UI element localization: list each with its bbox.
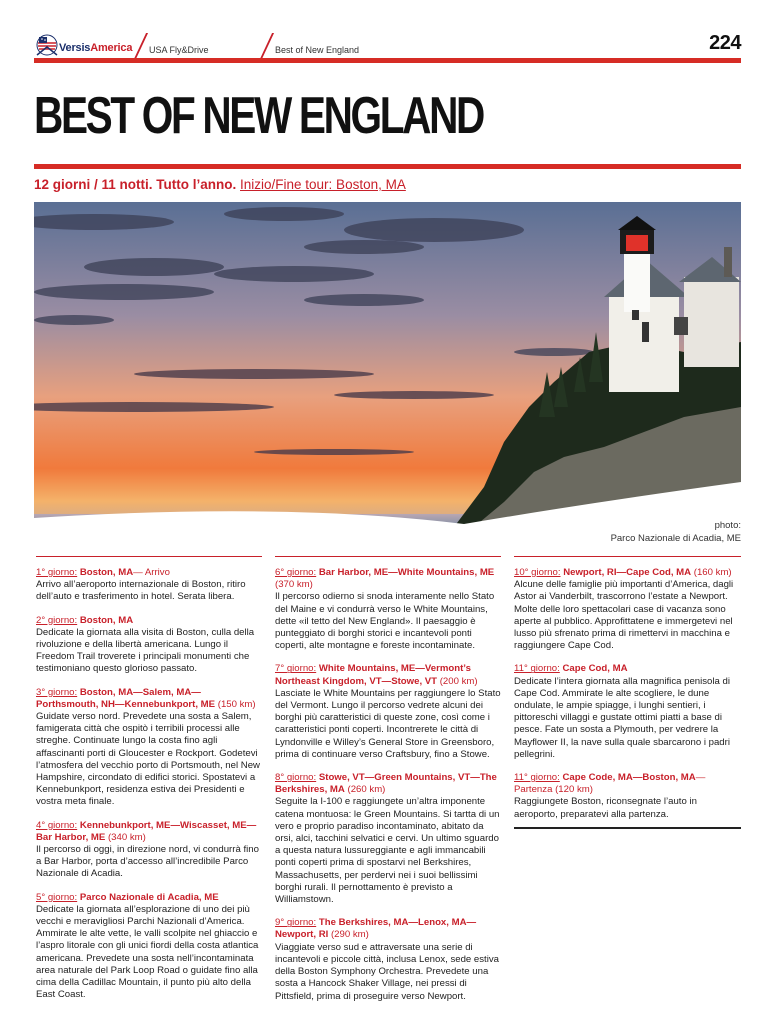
- flag-figure-icon: [34, 33, 60, 59]
- itinerary-day: 5° giorno: Parco Nazionale di Acadia, ME Dedicate la giornata all’esplorazione di uno dei più vecchi e meravigliosi Parchi Nazionali d’America. Ammirate le alte vette, le valli scolpite nel ghiaccio e l’aspro litorale con gli unici fiordi della costa atlantica americana. Prevedete una sosta nell’incontaminata area naturale del Park Loop Road o guidate fino alla cima della Cadillac Mountain, il punto più alto della East Coast.: [36, 891, 259, 1001]
- header-rule: [34, 58, 741, 63]
- page-number: 224: [709, 32, 741, 54]
- itinerary-column-3: [514, 567, 741, 829]
- itinerary-day: 3° giorno: Boston, MA—Salem, MA—Porthsmouth, NH—Kennebunkport, ME (150 km) Guidate verso nord. Prevedete una sosta a Salem, famigerata città che ospitò i terribili processi alle streghe. Continuate lungo la costa fino agli affascinanti porti di Gloucester e Rockport. Godetevi l’atmosfera del vecchio porto di Portsmouth, nel New Hampshire, circondato di edifici storici. Spostatevi a Kennebunkport, residenza estiva dei Presidenti e vostra meta finale.: [36, 686, 260, 808]
- breadcrumb-page: Best of New England: [275, 45, 360, 55]
- tour-summary: [34, 177, 406, 192]
- itinerary-day: 1° giorno: Boston, MA— Arrivo Arrivo all’aeroporto internazionale di Boston, ritiro dell’auto e trasferimento in hotel. Serata libera.: [36, 567, 246, 603]
- itinerary-column-2: [275, 567, 501, 1014]
- column-rule: [514, 556, 741, 557]
- page-title: BEST OF NEW ENGLAND: [34, 87, 484, 145]
- itinerary-day: 11° giorno: Cape Code, MA—Boston, MA— Partenza (120 km) Raggiungete Boston, riconsegnate l’auto in aeroporto, preparatevi alla partenza.: [514, 772, 706, 820]
- logo-wordmark: VersisAmerica: [59, 42, 133, 54]
- itinerary-day: 2° giorno: Boston, MA Dedicate la giornata alla visita di Boston, culla della rivoluzione e della libertà americana. Lungo il Freedom Trail troverete i principali monumenti che testimoniano questo glorioso passato.: [36, 614, 255, 675]
- tour-duration: 12 giorni / 11 notti. Tutto l’anno.: [34, 177, 237, 192]
- column-end-rule: [514, 827, 741, 829]
- itinerary-column-1: [36, 567, 262, 1013]
- tour-start-end-link[interactable]: Inizio/Fine tour: Boston, MA: [240, 177, 406, 192]
- itinerary-day: 7° giorno: White Mountains, ME—Vermont’s Northeast Kingdom, VT—Stowe, VT (200 km) Lasciate le White Mountains per raggiungere lo Stato del Vermont. Lungo il percorso vedrete alcuni dei borghi più caratteristici di queste zone, così come i caratteristici ponti coperti. Incontrerete le città di Lyndonville e Willey’s General Store in Greensboro, prima di continuare verso Craftsbury, fino a Stowe.: [275, 663, 501, 760]
- title-rule: [34, 164, 741, 169]
- header-divider: [134, 33, 148, 59]
- itinerary-day: 6° giorno: Bar Harbor, ME—White Mountains, ME (370 km) Il percorso odierno si snoda interamente nello Stato del Maine e vi condurrà verso le White Mountains, dette «il tetto del New England». Il paesaggio è punteggiato di borghi storici e incantevoli ponti coperti, alte montagne e foreste incontaminate.: [275, 567, 495, 652]
- lighthouse-photo: [34, 202, 741, 527]
- breadcrumb-section: USA Fly&Drive: [149, 45, 209, 55]
- column-rule: [36, 556, 262, 557]
- itinerary-day: 8° giorno: Stowe, VT—Green Mountains, VT—The Berkshires, MA (260 km) Seguite la I-100 e raggiungete un’altra imponente catena montuosa: le Green Mountains. Si tartta di un vero e proprio paradiso incontaminato, abitato da orsi, alci, tacchini selvatici e cervi. Un ultimo sguardo a questa natura lussureggiante e agli immancabili ponti coperti prima di spostarvi nel Berkshires, Massachusetts, per perdervi nei i suoi bellissimi borghi rurali. Il pernottamento è previsto a Williamstown.: [275, 772, 500, 906]
- itinerary-day: 10° giorno: Newport, RI—Cape Cod, MA (160 km) Alcune delle famiglie più importanti d’America, dagli Astor ai Vanderbilt, trascorrono l’estate a Newport. Molte delle loro spettacolari case di vacanza sono aperte al pubblico. Approfittatene e immergetevi nel lusso più sfrenato prima di rimettervi in macchina e raggiungere Cape Cod.: [514, 567, 734, 652]
- itinerary-day: 9° giorno: The Berkshires, MA—Lenox, MA—Newport, RI (290 km) Viaggiate verso sud e attraversate una serie di incantevoli e piccole città, inclusa Lenox, sede estiva della Boston Symphony Orchestra. Prevedete una sosta a Hancock Shaker Village, nei pressi di Pittsfield, prima di proseguire verso Newport.: [275, 917, 499, 1002]
- photo-credit: photo: Parco Nazionale di Acadia, ME: [610, 520, 741, 544]
- header-divider: [260, 33, 274, 59]
- itinerary-day: 4° giorno: Kennebunkport, ME—Wiscasset, ME—Bar Harbor, ME (340 km) Il percorso di oggi, in direzione nord, vi condurrà fino a Bar Harbor, porta d’accesso all’incredibile Parco Nazionale di Acadia.: [36, 819, 259, 880]
- column-rule: [275, 556, 501, 557]
- itinerary-day: 11° giorno: Cape Cod, MA Dedicate l’intera giornata alla magnifica penisola di Cape Cod. Ammirate le alte scogliere, le dune ondulate, le ampie spiagge, i lunghi sentieri, i pittoreschi villaggi e gustate ottimi piatti a base di pesce. Fate un sosta a Plymouth, per vedrere la Mayflower II, la nave sulla quale sbarcarono i padri pellegrini.: [514, 663, 730, 760]
